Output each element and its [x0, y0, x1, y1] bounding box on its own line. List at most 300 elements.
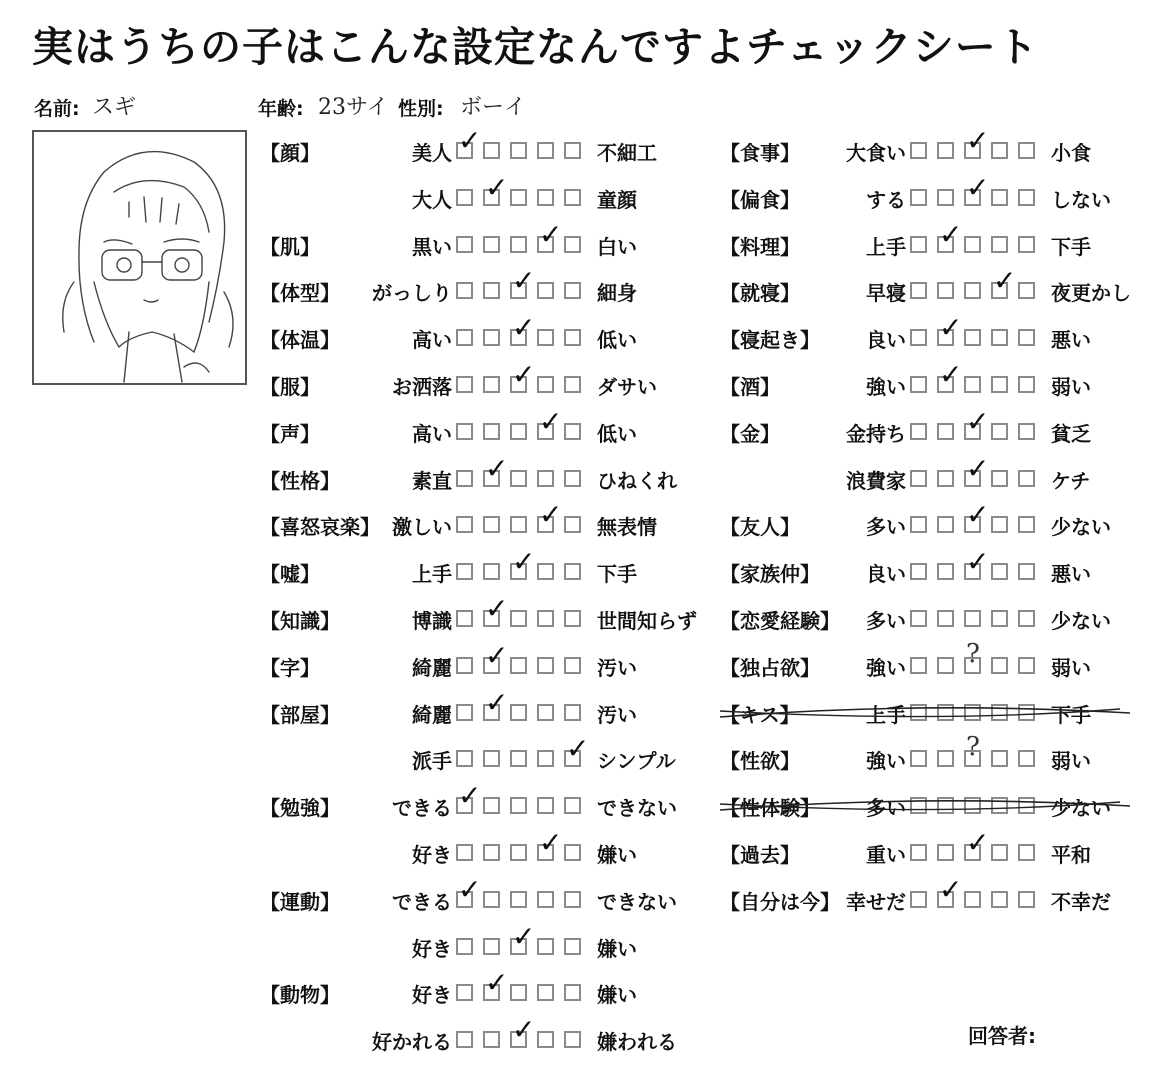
rating-checkbox[interactable] — [910, 189, 927, 206]
rating-checkbox[interactable] — [910, 236, 927, 253]
rating-checkbox[interactable] — [991, 423, 1008, 440]
rating-checkbox[interactable] — [483, 844, 500, 861]
rating-checkbox[interactable] — [991, 657, 1008, 674]
right-row — [720, 498, 1140, 541]
rating-checkbox[interactable] — [483, 329, 500, 346]
question-mark: ? — [966, 732, 980, 763]
rating-checkbox[interactable] — [456, 563, 473, 580]
right-row — [720, 699, 1140, 729]
left-row — [260, 264, 710, 307]
row-left-term: 高い — [412, 421, 452, 446]
rating-checkbox[interactable] — [510, 236, 527, 253]
rating-checkbox[interactable] — [456, 750, 473, 767]
check-mark-icon: ✓ — [966, 545, 990, 579]
rating-checkbox[interactable] — [564, 189, 581, 206]
row-right-term: 嫌い — [597, 936, 637, 961]
page-title: 実はうちの子はこんな設定なんですよチェックシート — [32, 23, 1039, 71]
rating-checkbox[interactable] — [991, 516, 1008, 533]
row-right-term: 弱い — [1051, 655, 1091, 680]
row-right-term: 世間知らず — [597, 609, 697, 633]
rating-checkbox[interactable] — [537, 189, 554, 206]
rating-checkbox[interactable] — [456, 516, 473, 533]
right-row — [720, 124, 1140, 167]
rating-checkbox[interactable] — [564, 142, 581, 159]
row-right-term: 嫌い — [597, 983, 637, 1008]
rating-checkbox[interactable] — [1018, 470, 1035, 487]
rating-checkbox[interactable] — [991, 610, 1008, 627]
rating-checkbox[interactable] — [1018, 189, 1035, 206]
row-left-term: 重い — [866, 843, 906, 867]
rating-checkbox[interactable] — [1018, 563, 1035, 580]
rating-checkbox[interactable] — [510, 844, 527, 861]
row-right-term: 不細工 — [597, 141, 657, 165]
row-left-term: 上手 — [866, 234, 906, 259]
rating-checkbox[interactable] — [483, 236, 500, 253]
row-left-term: 好き — [412, 983, 452, 1008]
gender-label: 性別: — [398, 98, 444, 120]
right-row — [720, 826, 1140, 869]
rating-checkbox[interactable] — [456, 657, 473, 674]
age-value: 23サイ — [318, 95, 389, 120]
rating-checkbox[interactable] — [510, 470, 527, 487]
check-mark-icon: ✓ — [485, 638, 509, 672]
row-right-term: ダサい — [597, 375, 657, 399]
rating-checkbox[interactable] — [910, 423, 927, 440]
row-left-term: 浪費家 — [846, 468, 906, 493]
row-category: 【性欲】 — [720, 749, 800, 774]
row-right-term: ケチ — [1051, 468, 1091, 493]
check-mark-icon: ✓ — [993, 264, 1017, 298]
row-category: 【部屋】 — [260, 702, 340, 727]
check-mark-icon: ✓ — [512, 919, 536, 953]
check-mark-icon: ✓ — [512, 264, 536, 298]
rating-checkbox[interactable] — [937, 189, 954, 206]
rating-checkbox[interactable] — [910, 376, 927, 393]
right-row — [720, 264, 1140, 307]
row-category: 【動物】 — [260, 983, 340, 1008]
row-category: 【キス】 — [720, 702, 800, 727]
row-right-term: 下手 — [1051, 702, 1091, 727]
rating-checkbox[interactable] — [456, 329, 473, 346]
rating-checkbox[interactable] — [991, 189, 1008, 206]
rating-checkbox[interactable] — [910, 470, 927, 487]
row-right-term: 貧乏 — [1051, 421, 1091, 446]
check-mark-icon: ✓ — [966, 124, 990, 157]
rating-checkbox[interactable] — [564, 657, 581, 674]
rating-checkbox[interactable] — [537, 282, 554, 299]
right-row — [720, 404, 1140, 448]
check-mark-icon: ✓ — [485, 170, 509, 204]
rating-checkbox[interactable] — [537, 938, 554, 955]
row-left-term: 強い — [866, 655, 906, 680]
rating-checkbox[interactable] — [456, 189, 473, 206]
rating-checkbox[interactable] — [537, 470, 554, 487]
row-right-term: 少ない — [1051, 796, 1111, 821]
rating-checkbox[interactable] — [910, 516, 927, 533]
rating-checkbox[interactable] — [510, 423, 527, 440]
gender-value: ボーイ — [460, 95, 527, 120]
rating-checkbox[interactable] — [537, 704, 554, 721]
rating-checkbox[interactable] — [991, 236, 1008, 253]
row-right-term: 少ない — [1051, 609, 1111, 633]
row-right-term: 弱い — [1051, 749, 1091, 774]
rating-checkbox[interactable] — [1018, 236, 1035, 253]
row-left-term: する — [866, 187, 906, 212]
row-category: 【運動】 — [260, 889, 340, 914]
check-mark-icon: ✓ — [512, 545, 536, 579]
age-label: 年齢: — [258, 98, 304, 120]
rating-checkbox[interactable] — [937, 563, 954, 580]
check-mark-icon: ✓ — [966, 170, 990, 204]
rating-checkbox[interactable] — [991, 329, 1008, 346]
row-right-term: 嫌い — [597, 843, 637, 867]
rating-checkbox[interactable] — [483, 750, 500, 767]
row-right-term: 平和 — [1051, 843, 1091, 867]
row-right-term: 小食 — [1051, 141, 1091, 165]
rating-checkbox[interactable] — [537, 329, 554, 346]
left-row — [260, 872, 710, 916]
rating-checkbox[interactable] — [537, 376, 554, 393]
name-label: 名前: — [34, 98, 80, 120]
left-row — [260, 592, 710, 635]
check-mark-icon: ✓ — [966, 826, 990, 859]
rating-checkbox[interactable] — [456, 1031, 473, 1048]
rating-checkbox[interactable] — [456, 610, 473, 627]
check-mark-icon: ✓ — [512, 358, 536, 391]
rating-checkbox[interactable] — [910, 844, 927, 861]
rating-checkbox[interactable] — [937, 516, 954, 533]
rating-checkbox[interactable] — [910, 704, 927, 721]
rating-checkbox[interactable] — [483, 938, 500, 955]
left-row — [260, 217, 710, 261]
check-mark-icon: ✓ — [539, 217, 563, 251]
rating-checkbox[interactable] — [564, 1031, 581, 1048]
rating-checkbox[interactable] — [510, 189, 527, 206]
row-right-term: シンプル — [597, 749, 676, 774]
rating-checkbox[interactable] — [910, 891, 927, 908]
row-category: 【嘘】 — [260, 562, 320, 587]
rating-checkbox[interactable] — [937, 423, 954, 440]
left-row — [260, 358, 710, 401]
right-row — [720, 872, 1140, 916]
rating-checkbox[interactable] — [456, 844, 473, 861]
row-right-term: 低い — [597, 421, 637, 446]
rating-checkbox[interactable] — [483, 891, 500, 908]
right-row — [720, 792, 1140, 822]
rating-checkbox[interactable] — [510, 797, 527, 814]
row-right-term: 下手 — [597, 562, 637, 587]
check-mark-icon: ✓ — [485, 451, 509, 485]
rating-checkbox[interactable] — [510, 704, 527, 721]
check-mark-icon: ✓ — [458, 779, 482, 813]
row-left-term: できる — [392, 796, 452, 821]
rating-checkbox[interactable] — [991, 142, 1008, 159]
rating-checkbox[interactable] — [537, 984, 554, 1001]
rating-checkbox[interactable] — [1018, 423, 1035, 440]
rating-checkbox[interactable] — [564, 704, 581, 721]
rating-checkbox[interactable] — [564, 891, 581, 908]
row-left-term: できる — [392, 889, 452, 914]
rating-checkbox[interactable] — [937, 797, 954, 814]
rating-checkbox[interactable] — [564, 938, 581, 955]
row-left-term: 素直 — [412, 468, 452, 493]
rating-checkbox[interactable] — [910, 329, 927, 346]
responder-label: 回答者: — [968, 1024, 1036, 1048]
rating-checkbox[interactable] — [964, 329, 981, 346]
character-portrait — [32, 130, 247, 385]
rating-checkbox[interactable] — [991, 704, 1008, 721]
rating-checkbox[interactable] — [991, 844, 1008, 861]
rating-checkbox[interactable] — [564, 470, 581, 487]
rating-checkbox[interactable] — [1018, 376, 1035, 393]
rating-checkbox[interactable] — [456, 236, 473, 253]
row-left-term: 大食い — [846, 141, 906, 165]
rating-checkbox[interactable] — [964, 376, 981, 393]
rating-checkbox[interactable] — [991, 563, 1008, 580]
rating-checkbox[interactable] — [537, 797, 554, 814]
rating-checkbox[interactable] — [483, 797, 500, 814]
row-category: 【友人】 — [720, 515, 800, 540]
rating-checkbox[interactable] — [964, 282, 981, 299]
row-right-term: 童顔 — [597, 187, 637, 212]
row-left-term: 早寝 — [866, 281, 906, 306]
rating-checkbox[interactable] — [937, 844, 954, 861]
rating-checkbox[interactable] — [991, 797, 1008, 814]
question-mark: ? — [966, 638, 980, 669]
rating-checkbox[interactable] — [564, 423, 581, 440]
rating-checkbox[interactable] — [937, 704, 954, 721]
rating-checkbox[interactable] — [456, 984, 473, 1001]
rating-checkbox[interactable] — [537, 1031, 554, 1048]
rating-checkbox[interactable] — [483, 376, 500, 393]
rating-checkbox[interactable] — [910, 657, 927, 674]
check-mark-icon: ✓ — [966, 451, 990, 485]
rating-checkbox[interactable] — [1018, 142, 1035, 159]
rating-checkbox[interactable] — [483, 142, 500, 159]
row-left-term: 派手 — [412, 749, 452, 774]
rating-checkbox[interactable] — [964, 610, 981, 627]
row-category: 【家族仲】 — [720, 562, 820, 587]
rating-checkbox[interactable] — [537, 657, 554, 674]
row-left-term: 上手 — [412, 562, 452, 587]
rating-checkbox[interactable] — [456, 282, 473, 299]
rating-checkbox[interactable] — [1018, 750, 1035, 767]
row-right-term: 少ない — [1051, 515, 1111, 540]
row-left-term: 好かれる — [372, 1030, 452, 1055]
left-row — [260, 170, 710, 214]
rating-checkbox[interactable] — [1018, 282, 1035, 299]
rating-checkbox[interactable] — [937, 610, 954, 627]
rating-checkbox[interactable] — [1018, 329, 1035, 346]
right-row — [720, 311, 1140, 354]
row-left-term: 好き — [412, 843, 452, 867]
rating-checkbox[interactable] — [483, 423, 500, 440]
check-mark-icon: ✓ — [485, 966, 509, 1000]
row-category: 【性体験】 — [720, 796, 820, 821]
left-row — [260, 779, 710, 822]
rating-checkbox[interactable] — [937, 750, 954, 767]
rating-checkbox[interactable] — [910, 282, 927, 299]
row-left-term: 多い — [866, 515, 906, 540]
row-right-term: 低い — [597, 328, 637, 353]
rating-checkbox[interactable] — [483, 563, 500, 580]
row-right-term: 無表情 — [597, 515, 657, 540]
row-category: 【勉強】 — [260, 796, 340, 821]
row-left-term: 綺麗 — [412, 655, 452, 680]
row-left-term: 強い — [866, 375, 906, 399]
row-category: 【独占欲】 — [720, 655, 820, 680]
row-category: 【偏食】 — [720, 187, 800, 212]
rating-checkbox[interactable] — [1018, 891, 1035, 908]
row-category: 【就寝】 — [720, 281, 800, 306]
rating-checkbox[interactable] — [483, 516, 500, 533]
row-left-term: 綺麗 — [412, 702, 452, 727]
left-row — [260, 638, 710, 682]
row-right-term: 悪い — [1051, 328, 1091, 353]
rating-checkbox[interactable] — [537, 891, 554, 908]
rating-checkbox[interactable] — [564, 329, 581, 346]
row-right-term: 夜更かし — [1051, 281, 1131, 306]
row-category: 【料理】 — [720, 234, 800, 259]
rating-checkbox[interactable] — [564, 984, 581, 1001]
row-left-term: がっしり — [372, 281, 452, 306]
rating-checkbox[interactable] — [483, 282, 500, 299]
rating-checkbox[interactable] — [510, 516, 527, 533]
row-category: 【肌】 — [260, 234, 320, 259]
row-left-term: 良い — [866, 562, 906, 587]
rating-checkbox[interactable] — [1018, 844, 1035, 861]
right-row — [720, 732, 1140, 775]
character-sketch-icon — [34, 132, 245, 383]
left-row — [260, 404, 710, 448]
check-mark-icon: ✓ — [566, 732, 590, 766]
check-mark-icon: ✓ — [539, 404, 563, 438]
rating-checkbox[interactable] — [510, 984, 527, 1001]
rating-checkbox[interactable] — [937, 142, 954, 159]
check-mark-icon: ✓ — [939, 358, 963, 391]
row-category: 【顔】 — [260, 141, 320, 165]
row-category: 【寝起き】 — [720, 328, 820, 353]
check-mark-icon: ✓ — [939, 311, 963, 345]
rating-checkbox[interactable] — [456, 470, 473, 487]
row-category: 【性格】 — [260, 468, 340, 493]
row-left-term: お洒落 — [392, 375, 452, 399]
row-category: 【自分は今】 — [720, 889, 840, 914]
row-left-term: 激しい — [392, 515, 452, 540]
rating-checkbox[interactable] — [937, 657, 954, 674]
left-row — [260, 545, 710, 588]
left-row — [260, 732, 710, 775]
rating-checkbox[interactable] — [991, 376, 1008, 393]
rating-checkbox[interactable] — [964, 891, 981, 908]
rating-checkbox[interactable] — [564, 563, 581, 580]
rating-checkbox[interactable] — [564, 236, 581, 253]
check-mark-icon: ✓ — [966, 498, 990, 532]
rating-checkbox[interactable] — [456, 704, 473, 721]
left-row — [260, 685, 710, 729]
rating-checkbox[interactable] — [537, 750, 554, 767]
rating-checkbox[interactable] — [991, 891, 1008, 908]
rating-checkbox[interactable] — [537, 142, 554, 159]
rating-checkbox[interactable] — [937, 470, 954, 487]
rating-checkbox[interactable] — [910, 750, 927, 767]
row-left-term: 上手 — [866, 702, 906, 727]
check-mark-icon: ✓ — [966, 404, 990, 438]
right-row — [720, 358, 1140, 401]
rating-checkbox[interactable] — [510, 750, 527, 767]
rating-checkbox[interactable] — [456, 376, 473, 393]
rating-checkbox[interactable] — [564, 797, 581, 814]
rating-checkbox[interactable] — [564, 282, 581, 299]
rating-checkbox[interactable] — [483, 1031, 500, 1048]
left-row — [260, 1013, 710, 1056]
rating-checkbox[interactable] — [564, 376, 581, 393]
rating-checkbox[interactable] — [964, 797, 981, 814]
check-mark-icon: ✓ — [939, 872, 963, 906]
rating-checkbox[interactable] — [1018, 516, 1035, 533]
row-right-term: しない — [1051, 187, 1111, 212]
check-mark-icon: ✓ — [512, 311, 536, 345]
row-category: 【酒】 — [720, 375, 780, 399]
rating-checkbox[interactable] — [510, 891, 527, 908]
rating-checkbox[interactable] — [991, 470, 1008, 487]
row-right-term: 弱い — [1051, 375, 1091, 399]
row-category: 【字】 — [260, 655, 320, 680]
rating-checkbox[interactable] — [564, 516, 581, 533]
rating-checkbox[interactable] — [910, 610, 927, 627]
rating-checkbox[interactable] — [991, 750, 1008, 767]
rating-checkbox[interactable] — [1018, 704, 1035, 721]
right-row — [720, 170, 1140, 214]
rating-checkbox[interactable] — [510, 142, 527, 159]
row-right-term: 細身 — [597, 281, 637, 306]
row-right-term: 汚い — [597, 702, 637, 727]
name-value: スギ — [92, 95, 137, 120]
check-mark-icon: ✓ — [939, 217, 963, 251]
rating-checkbox[interactable] — [964, 704, 981, 721]
row-left-term: 大人 — [412, 187, 452, 212]
row-right-term: 不幸だ — [1051, 889, 1111, 914]
rating-checkbox[interactable] — [510, 610, 527, 627]
row-left-term: 多い — [866, 796, 906, 821]
rating-checkbox[interactable] — [937, 282, 954, 299]
row-category: 【知識】 — [260, 609, 340, 633]
left-row — [260, 451, 710, 495]
check-mark-icon: ✓ — [485, 592, 509, 625]
rating-checkbox[interactable] — [537, 563, 554, 580]
rating-checkbox[interactable] — [1018, 610, 1035, 627]
rating-checkbox[interactable] — [910, 142, 927, 159]
rating-checkbox[interactable] — [910, 797, 927, 814]
rating-checkbox[interactable] — [564, 844, 581, 861]
row-category: 【過去】 — [720, 843, 800, 867]
rating-checkbox[interactable] — [1018, 797, 1035, 814]
row-right-term: 白い — [597, 234, 637, 259]
row-category: 【体型】 — [260, 281, 340, 306]
rating-checkbox[interactable] — [564, 610, 581, 627]
rating-checkbox[interactable] — [456, 938, 473, 955]
rating-checkbox[interactable] — [456, 423, 473, 440]
rating-checkbox[interactable] — [537, 610, 554, 627]
rating-checkbox[interactable] — [1018, 657, 1035, 674]
row-left-term: 良い — [866, 328, 906, 353]
rating-checkbox[interactable] — [910, 563, 927, 580]
left-row — [260, 124, 710, 167]
row-category: 【声】 — [260, 421, 320, 446]
left-row — [260, 498, 710, 541]
rating-checkbox[interactable] — [964, 236, 981, 253]
rating-checkbox[interactable] — [510, 657, 527, 674]
